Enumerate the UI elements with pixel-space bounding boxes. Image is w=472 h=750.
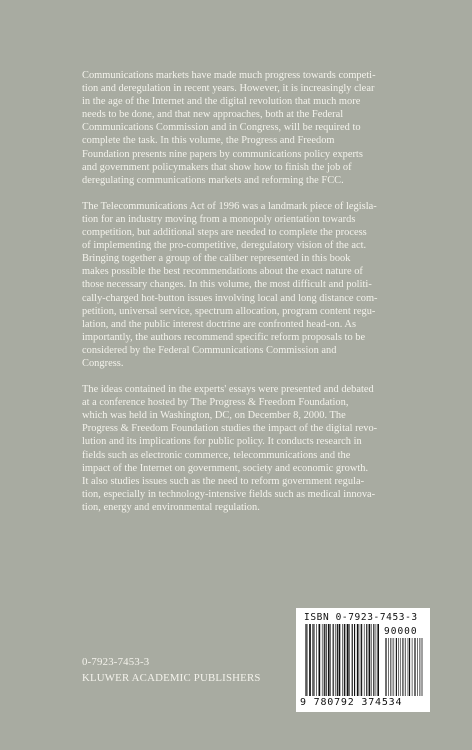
barcode-bar xyxy=(409,638,410,696)
barcode-bar xyxy=(394,638,395,696)
barcode-bar xyxy=(371,624,372,696)
barcode-bar xyxy=(346,624,347,696)
barcode-bar xyxy=(324,624,325,696)
barcode-addon-bars xyxy=(384,638,424,696)
barcode-isbn-label: ISBN 0-7923-7453-3 xyxy=(304,612,418,623)
barcode-main-bars xyxy=(304,624,380,696)
barcode-bar xyxy=(326,624,327,696)
barcode-bar xyxy=(322,624,323,696)
barcode-bar xyxy=(392,638,393,696)
barcode-bar xyxy=(330,624,331,696)
barcode-bar xyxy=(415,638,416,696)
barcode-bar xyxy=(390,638,391,696)
barcode-bar xyxy=(305,624,306,696)
barcode-bar xyxy=(312,624,313,696)
barcode-addon-digits: 90000 xyxy=(384,626,418,637)
description-paragraph-1: Communications markets have made much progress towards competi- tion and deregulation in recent years. However, it is increasingly clear in the age of the Internet and the digital revolution that much more needs to be done, and that new approaches, both at the Federal Communications Commission and in Congress, will be required to complete the task. In this volume, the Progress and Freedom Foundation presents nine papers by communications policy experts and government policymakers that show how to finish the job of deregulating communications markets and reforming the FCC. xyxy=(82,70,376,186)
barcode-bar xyxy=(316,624,317,696)
barcode-bar xyxy=(344,624,345,696)
barcode-bar xyxy=(352,624,353,696)
barcode-bar xyxy=(333,624,334,696)
barcode-bar xyxy=(412,638,413,696)
barcode-bar xyxy=(342,624,343,696)
description-paragraph-3: The ideas contained in the experts' essays were presented and debated at a conference hosted by The Progress & Freedom Foundation, which was held in Washington, DC, on December 8, 2000. The Progress & Freedom Foundation studies the impact of the digital revo- lution and its implications for public policy. It conducts research in fields such as electronic commerce, telecommunications and the impact of the Internet on government, society and economic growth. It also studies issues such as the need to reform government regula- tion, especially in technology-intensive fields such as medical innova- tion, energy and environmental regulation. xyxy=(82,384,378,513)
footer xyxy=(82,654,261,686)
barcode-bar xyxy=(306,624,307,696)
barcode-bar xyxy=(417,638,418,696)
barcode-bar xyxy=(349,624,350,696)
barcode-bar xyxy=(386,638,387,696)
barcode-bar xyxy=(373,624,374,696)
barcode-bar xyxy=(400,638,401,696)
barcode-bar xyxy=(361,624,362,696)
barcode-bar xyxy=(396,638,397,696)
barcode-bar xyxy=(354,624,355,696)
barcode-bar xyxy=(404,638,405,696)
description-paragraph-2: The Telecommunications Act of 1996 was a landmark piece of legisla- tion for an industry moving from a monopoly orientation towards competition, but additional steps are needed to complete the process of implementing the pro-competitive, deregulatory vision of the act. Bringing together a group of the caliber represented in this book makes possible the best recommendations about the exact nature of those necessary changes. In this volume, the most difficult and politi- cally-charged hot-button issues involving local and long distance com- petition, universal service, spectrum allocation, program content regu- lation, and the public interest doctrine are confronted head-on. As importantly, the authors recommend specific reform proposals to be considered by the Federal Communications Commission and Congress. xyxy=(82,200,378,369)
barcode-bar xyxy=(328,624,330,696)
barcode-bar xyxy=(377,624,379,696)
barcode-bar xyxy=(402,638,403,696)
barcode-bar xyxy=(347,624,349,696)
footer-isbn: 0-7923-7453-3 xyxy=(82,656,150,668)
barcode-bar xyxy=(369,624,371,696)
barcode-bar xyxy=(364,624,365,696)
publisher-name: KLUWER ACADEMIC PUBLISHERS xyxy=(82,672,261,684)
description-text xyxy=(82,69,402,527)
barcode-bar xyxy=(366,624,367,696)
barcode-bar xyxy=(319,624,321,696)
barcode-bar xyxy=(357,624,359,696)
barcode-ean-digits: 9 780792 374534 xyxy=(300,697,403,708)
barcode-bar xyxy=(339,624,341,696)
barcode-bar xyxy=(360,624,361,696)
barcode-bar xyxy=(420,638,421,696)
barcode-bar xyxy=(335,624,336,696)
barcode-bar xyxy=(414,638,415,696)
barcode-bar xyxy=(408,638,409,696)
barcode-bar xyxy=(309,624,311,696)
barcode-bar xyxy=(313,624,314,696)
barcode-bar xyxy=(385,638,386,696)
barcode-bar xyxy=(337,624,338,696)
barcode-bar xyxy=(405,638,406,696)
barcode-bar xyxy=(421,638,422,696)
barcode-bar xyxy=(376,624,377,696)
barcode-bar xyxy=(388,638,389,696)
barcode-bar xyxy=(398,638,399,696)
isbn-barcode xyxy=(296,608,430,712)
